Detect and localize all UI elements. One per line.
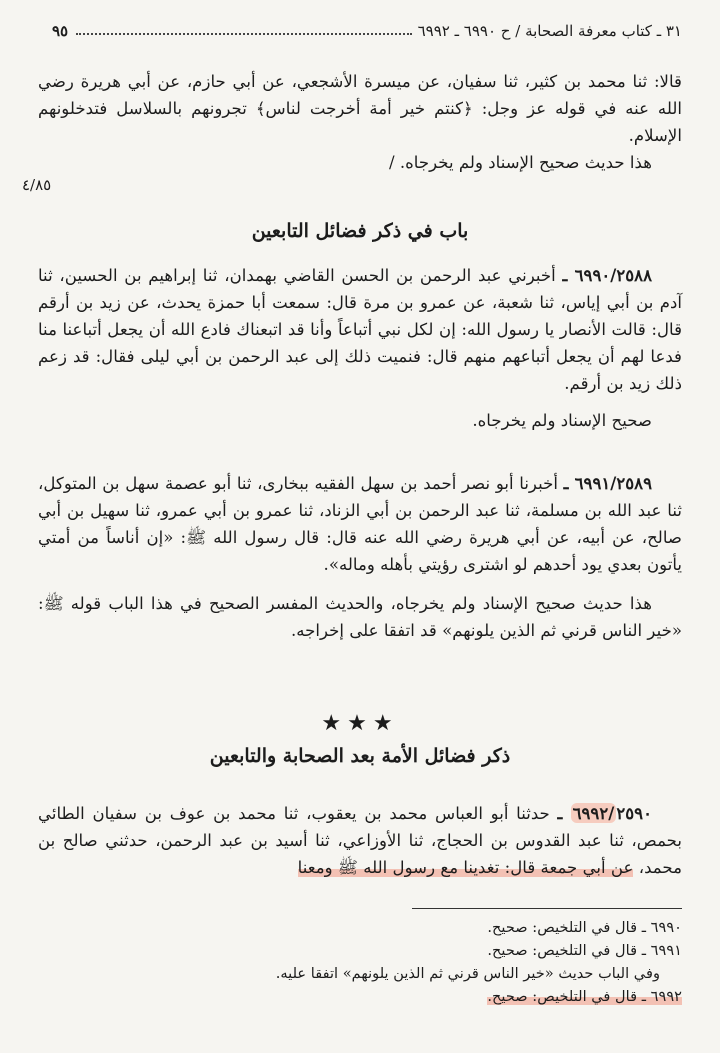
hadith-6991-grade: هذا حديث صحيح الإسناد ولم يخرجاه، والحديث المفسر الصحيح في هذا الباب قوله ﷺ: «خير الناس قرني ثم الذين يلونهم» قد اتفقا على إخراجه. xyxy=(38,594,682,640)
footnote-6991: ٦٩٩١ ـ قال في التلخيص: صحيح. xyxy=(487,942,682,959)
hadith-6990-text: أخبرني عبد الرحمن بن الحسن القاضي بهمدان، ثنا إبراهيم بن الحسين، ثنا آدم بن أبي إياس، ثنا شعبة، عن عمرو بن مرة قال: سمعت أبا حمزة يحدث، عن زيد بن أرقم قال: قالت الأنصار يا رسول الله: إن لكل نبي أتباعاً وأنا قد اتبعناك فادع الله أن يجعل أتباعنا منا فدعا لهم أن يجعل أتباعهم منهم قال: فنميت ذلك إلى عبد الرحمن بن أبي ليلى فقال: قد زعم ذلك زيد بن أرقم. xyxy=(38,266,682,393)
hadith-6992-number-highlight: ٦٩٩٢/ xyxy=(572,803,615,823)
hadith-6990-grade: صحيح الإسناد ولم يخرجاه. xyxy=(472,411,652,430)
hadith-6992-highlighted-text: عن أبي جمعة قال: تغدينا مع رسول الله ﷺ ومعنا xyxy=(297,858,634,877)
section-2 xyxy=(38,710,682,770)
hadith-6991 xyxy=(38,470,682,644)
running-header xyxy=(52,18,682,40)
hadith-6991-number: ٦٩٩١/٢٥٨٩ ـ xyxy=(563,473,653,493)
margin-reference: ٤/٨٥ xyxy=(22,176,52,194)
hadith-6990-number: ٦٩٩٠/٢٥٨٨ ـ xyxy=(562,265,652,285)
footnote-bab: وفي الباب حديث «خير الناس قرني ثم الذين يلونهم» اتفقا عليه. xyxy=(275,965,660,982)
section-title-umma: ذكر فضائل الأمة بعد الصحابة والتابعين xyxy=(209,745,511,767)
section-title-tabieen: باب في ذكر فضائل التابعين xyxy=(251,220,469,242)
footnotes xyxy=(38,916,682,1008)
hadith-6990 xyxy=(38,262,682,434)
intro-grade: هذا حديث صحيح الإسناد ولم يخرجاه. / xyxy=(388,153,652,172)
footnote-6990: ٦٩٩٠ ـ قال في التلخيص: صحيح. xyxy=(487,919,682,936)
hadith-6992 xyxy=(38,800,682,881)
page-number: ٩٥ xyxy=(52,22,69,40)
hadith-6991-text: أخبرنا أبو نصر أحمد بن سهل الفقيه ببخارى، ثنا أبو عصمة سهل بن المتوكل، ثنا عبد الله بن مسلمة، ثنا عبد الرحمن بن أبي الزناد، ثنا عمرو بن أبي عمرو، ثنا سهيل بن أبي صالح، عن أبيه، عن أبي هريرة رضي الله عنه قال: قال رسول الله ﷺ: «إن أناساً من أمتي يأتون بعدي يود أحدهم لو اشترى رؤيتي بأهله وماله». xyxy=(38,474,682,574)
intro-block xyxy=(38,68,682,176)
hadith-6992-number: ٢٥٩٠ ـ xyxy=(557,803,652,823)
section-1 xyxy=(38,218,682,245)
section-separator-stars: ★★★ xyxy=(321,711,399,736)
intro-text: قالا: ثنا محمد بن كثير، ثنا سفيان، عن ميسرة الأشجعي، عن أبي حازم، عن أبي هريرة رضي الله عنه في قوله عز وجل: ﴿كنتم خير أمة أخرجت لناس﴾ تجرونهم بالسلاسل فتدخلونهم الإسلام. xyxy=(38,72,682,145)
running-title: ٣١ ـ كتاب معرفة الصحابة / ح ٦٩٩٠ ـ ٦٩٩٢ xyxy=(417,22,682,40)
footnote-6992: ٦٩٩٢ ـ قال في التلخيص: صحيح. xyxy=(487,988,682,1005)
header-dots xyxy=(76,33,412,35)
footnote-rule xyxy=(412,908,682,909)
hadith-6992-text: حدثنا أبو العباس محمد بن يعقوب، ثنا محمد بن عوف بن سفيان الطائي بحمص، ثنا عبد القدوس بن الحجاج، ثنا الأوزاعي، ثنا أسيد بن عبد الرحمن، حدثني صالح بن محمد، xyxy=(38,804,682,877)
